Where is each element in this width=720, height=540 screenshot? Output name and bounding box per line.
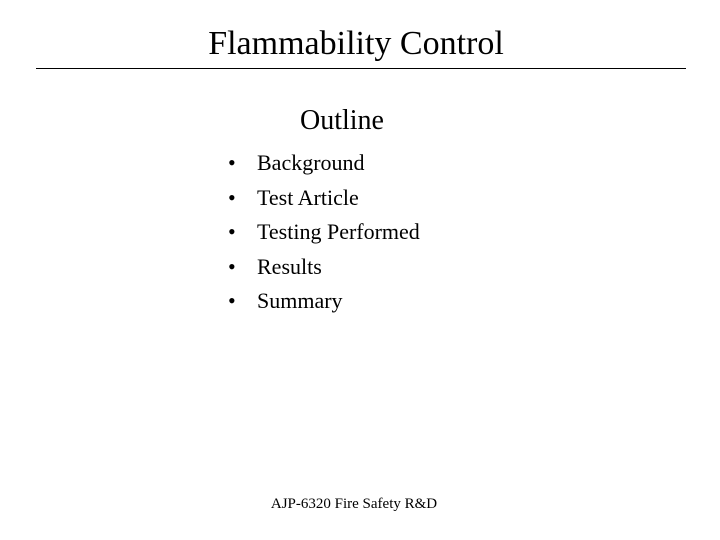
list-item: [228, 250, 420, 285]
bullet-icon: •: [228, 184, 236, 210]
outline-heading: Outline: [300, 105, 384, 136]
title-divider: [36, 68, 686, 69]
bullet-icon: •: [228, 150, 236, 175]
list-item-label: Summary: [257, 288, 343, 313]
bullet-icon: •: [228, 288, 236, 313]
list-item-label: Test Article: [257, 184, 359, 210]
bullet-icon: •: [228, 253, 236, 279]
list-item: [228, 215, 420, 250]
list-item-label: Background: [257, 150, 365, 175]
list-item-label: Testing Performed: [257, 219, 420, 244]
list-item-label: Results: [257, 253, 322, 279]
list-item: [228, 146, 420, 181]
slide-title: Flammability Control: [208, 25, 504, 62]
list-item: [228, 284, 420, 319]
list-item: [228, 181, 420, 216]
slide-footer: AJP-6320 Fire Safety R&D: [270, 496, 438, 512]
outline-list: [228, 146, 420, 319]
bullet-icon: •: [228, 219, 236, 244]
